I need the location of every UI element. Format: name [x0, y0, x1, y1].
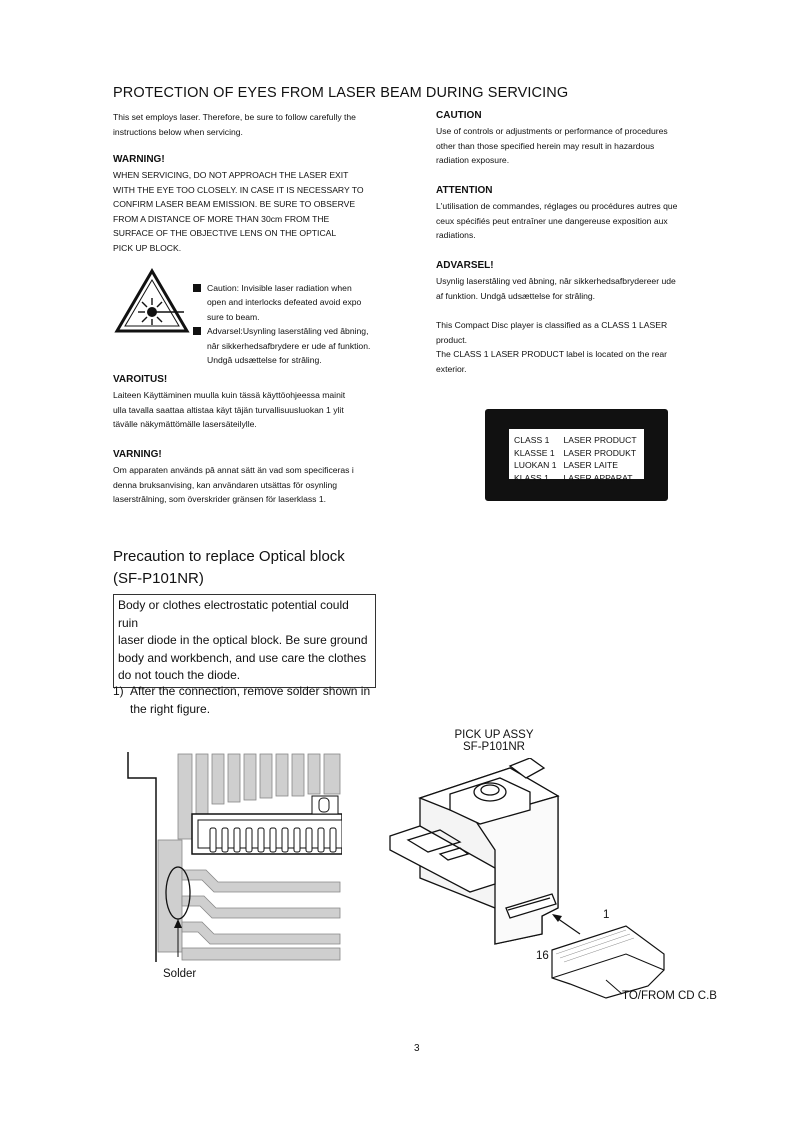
pickup-assy-diagram — [380, 758, 680, 1003]
varning-text — [113, 463, 413, 507]
warning-text — [113, 168, 413, 256]
warning-heading: WARNING! — [113, 154, 165, 165]
warning-line: WITH THE EYE TOO CLOSELY. IN CASE IT IS NECESSARY TO — [113, 184, 364, 195]
varoitus-text — [113, 388, 413, 432]
class-note — [436, 318, 736, 376]
caution-line: radiation exposure. — [436, 155, 510, 166]
attention-line: L'utilisation de commandes, réglages ou procédures autres que — [436, 201, 678, 211]
class1-label-panel — [509, 429, 644, 483]
solder-label: Solder — [163, 968, 197, 980]
caution-line: Use of controls or adjustments or performance of procedures — [436, 126, 668, 136]
label-class: KLASSE 1 — [514, 447, 555, 458]
label-row — [514, 459, 638, 472]
label-class: KLASS 1 — [514, 472, 549, 483]
pickup-label — [449, 729, 539, 753]
page-title: PROTECTION OF EYES FROM LASER BEAM DURING SERVICING — [113, 85, 569, 101]
precaution-box-line: Body or clothes electrostatic potential could ruin — [118, 598, 349, 630]
note-line: Caution: Invisible laser radiation when — [207, 283, 352, 293]
step-line: the right figure. — [130, 702, 211, 716]
warning-line: WHEN SERVICING, DO NOT APPROACH THE LASER EXIT — [113, 170, 349, 180]
class-note-line: This Compact Disc player is classified as a CLASS 1 LASER — [436, 320, 668, 330]
intro-text — [113, 110, 413, 139]
caution-text — [436, 124, 736, 168]
step-number: 1) — [113, 684, 124, 698]
pin1-label: 1 — [603, 909, 610, 921]
precaution-box — [113, 594, 376, 688]
label-row — [514, 434, 638, 447]
cable-label: TO/FROM CD C.B — [622, 990, 717, 1002]
bullet-icon — [193, 327, 201, 335]
bullet-icon — [193, 284, 201, 292]
caution-line: other than those specified herein may result in hazardous — [436, 140, 655, 151]
advarsel-heading: ADVARSEL! — [436, 260, 494, 271]
attention-heading: ATTENTION — [436, 185, 493, 196]
varning-line: Om apparaten används pâ annat sätt än vad som specificeras i — [113, 465, 354, 475]
note-line: sure to beam. — [207, 311, 260, 322]
pickup-label-line: SF-P101NR — [463, 741, 525, 753]
class1-label-table — [514, 434, 638, 484]
laser-notes — [193, 281, 403, 367]
precaution-title — [113, 546, 345, 590]
label-class: LUOKAN 1 — [514, 460, 557, 470]
warning-line: FROM A DISTANCE OF MORE THAN 30cm FROM THE — [113, 213, 330, 224]
varning-heading: VARNING! — [113, 449, 162, 460]
varning-line: laserstrâlning, som överskrider gränsen för laserklass 1. — [113, 494, 327, 505]
label-text: LASER PRODUKT — [563, 447, 637, 458]
laser-warning-icon — [114, 268, 190, 334]
class-note-line: product. — [436, 334, 468, 345]
label-text: LASER APPARAT — [563, 472, 633, 483]
note-line: Advarsel:Usynling laserstâling ved âbning, — [207, 326, 369, 337]
class-note-line: The CLASS 1 LASER PRODUCT label is located on the rear — [436, 349, 668, 360]
attention-text — [436, 199, 736, 243]
varoitus-line: tävälle näkymättömälle lasersäteilylle. — [113, 419, 257, 430]
precaution-title-line: Precaution to replace Optical block — [113, 548, 345, 565]
note-line: nâr sikkerhedsafbrydere er ude af funktion. — [207, 340, 371, 351]
advarsel-text — [436, 274, 736, 303]
intro-line: instructions below when servicing. — [113, 126, 243, 137]
precaution-title-line: (SF-P101NR) — [113, 570, 204, 587]
varoitus-heading: VAROITUS! — [113, 374, 168, 385]
varning-line: denna bruksanvising, kan användaren utsättas för osynling — [113, 479, 338, 490]
intro-line: This set employs laser. Therefore, be sure to follow carefully the — [113, 112, 356, 122]
advarsel-line: Usynlig laserstâling ved âbning, nâr sikkerhedsafbrydereer ude — [436, 276, 676, 286]
warning-line: SURFACE OF THE OBJECTIVE LENS ON THE OPTICAL — [113, 228, 337, 239]
warning-line: PICK UP BLOCK. — [113, 242, 182, 253]
precaution-box-line: laser diode in the optical block. Be sure ground — [118, 633, 368, 647]
precaution-box-line: do not touch the diode. — [118, 668, 241, 682]
advarsel-note — [193, 324, 403, 367]
advarsel-line: af funktion. Undgâ udsættelse for strâling. — [436, 290, 596, 301]
label-text: LASER PRODUCT — [563, 435, 637, 445]
attention-line: ceux spécifiés peut entraîner une dangereuse exposition aux — [436, 215, 668, 226]
label-row — [514, 447, 638, 460]
caution-note — [193, 281, 403, 324]
label-class: CLASS 1 — [514, 435, 550, 445]
pcb-diagram — [126, 752, 342, 962]
class-note-line: exterior. — [436, 363, 467, 374]
precaution-box-line: body and workbench, and use care the clothes — [118, 650, 367, 665]
pin16-label: 16 — [536, 950, 549, 962]
step-text — [130, 682, 390, 718]
note-line: Undgâ udsættelse for strâling. — [207, 355, 322, 366]
attention-line: radiations. — [436, 230, 476, 241]
label-text: LASER LAITE — [563, 460, 618, 470]
page-number: 3 — [414, 1043, 420, 1054]
class1-label — [485, 409, 668, 501]
label-row — [514, 472, 638, 485]
varoitus-line: Laiteen Käyttäminen muulla kuin tässä käyttöohjeessa mainit — [113, 390, 346, 400]
note-line: open and interlocks defeated avoid expo — [207, 297, 362, 308]
step-line: After the connection, remove solder shown in — [130, 684, 371, 698]
varoitus-line: ulla tavalla saattaa altistaa käyt täjän turvallisuusluokan 1 ylit — [113, 404, 344, 415]
caution-heading: CAUTION — [436, 110, 482, 121]
pickup-label-line: PICK UP ASSY — [454, 729, 534, 741]
warning-line: CONFIRM LASER BEAM EMISSION. BE SURE TO OBSERVE — [113, 199, 356, 210]
